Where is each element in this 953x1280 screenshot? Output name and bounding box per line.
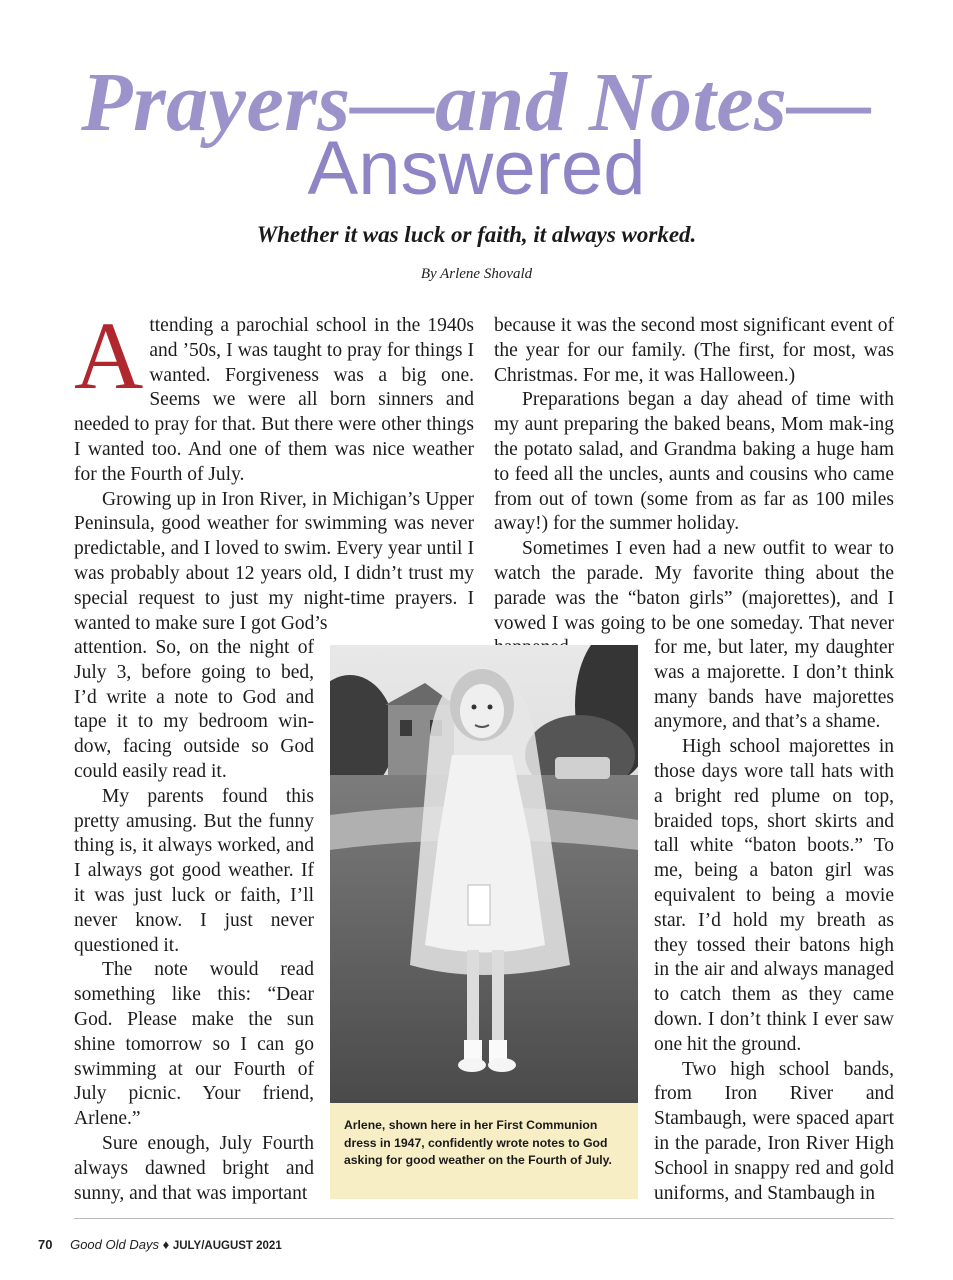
issue-date: JULY/AUGUST 2021 (172, 1240, 282, 1252)
paragraph: High school majorettes in those days wore tall hats with a bright red plume on top, braided tops, short skirts and tall white “baton boots.” To me, being a baton girl was equivalent to being a movie star. I’d hold my breath as they tossed their batons high in the air and always managed to catch them as they came down. I don’t think I ever saw one hit the ground. (654, 736, 894, 1055)
article-title: Prayers—and Notes— (81, 56, 872, 149)
column-1-top (74, 302, 474, 636)
paragraph: The note would read something like this: “Dear God. Please make the sun shine tomorrow so I can go swimming at our Fourth of July picnic. Your friend, Arlene.” (74, 959, 314, 1130)
paragraph: because it was the second most significant event of the year for our family. (The first, for most, was Christmas. For me, it was Halloween.) (494, 315, 894, 386)
paragraph: for me, but later, my daughter was a majorette. I don’t think many bands have majorettes anymore, and that’s a shame. (654, 637, 894, 733)
first-communion-photo (330, 645, 638, 1103)
footer-divider (74, 1218, 894, 1219)
magazine-name: Good Old Days (70, 1237, 159, 1252)
article-deck: Whether it was luck or faith, it always worked. (256, 222, 697, 247)
paragraph: ttending a parochial school in the 1940s and ’50s, I was taught to pray for things I wanted. Forgiveness was a big one. Seems we were all born sinners and needed to pray for that. But there were other things I wanted too. And one of them was nice weather for the Fourth of July. (74, 315, 474, 485)
drop-cap: A (74, 302, 144, 409)
paragraph: Sure enough, July Fourth always dawned bright and sunny, and that was important (74, 1132, 314, 1204)
paragraph: attention. So, on the night of July 3, before going to bed, I’d write a note to God and tape it to my bedroom win-dow, facing outside so God could easily read it. (74, 637, 314, 782)
paragraph: My parents found this pretty amusing. But the funny thing is, it always worked, and I always got good weather. If it was just luck or faith, I’ll never know. I just never questioned it. (74, 785, 314, 956)
column-2-top (494, 314, 894, 661)
photo-illustration (330, 645, 638, 1103)
photo-caption: Arlene, shown here in her First Communion dress in 1947, confidently wrote notes to God asking for good weather on the Fourth of July. (330, 1103, 638, 1199)
article-title-answered: Answered (307, 126, 646, 211)
column-2-bottom (654, 636, 894, 1206)
page-footer (38, 1237, 282, 1252)
paragraph: Two high school bands, from Iron River and Stambaugh, were spaced apart in the parade, Iron River High School in snappy red and gold uniforms, and Stambaugh in (654, 1058, 894, 1204)
paragraph: Preparations began a day ahead of time with my aunt preparing the baked beans, Mom mak-ing the potato salad, and Grandma baking a huge ham to feed all the uncles, aunts and cousins who came from out of town (some from as far as 100 miles away!) for the summer holiday. (494, 389, 894, 535)
page-number: 70 (38, 1237, 53, 1252)
separator-icon: ♦ (162, 1237, 170, 1252)
byline: By Arlene Shovald (420, 266, 533, 282)
paragraph: Growing up in Iron River, in Michigan’s Upper Peninsula, good weather for swimming was never predictable, and I loved to swim. Every year until I was probably about 12 years old, I didn’t trust my special request to just my night-time prayers. I wanted to make sure I got God’s (74, 488, 474, 634)
paragraph: Sometimes I even had a new outfit to wear to watch the parade. My favorite thing about the parade was the “baton girls” (majorettes), and I vowed I was going to be one someday. That never (494, 538, 894, 634)
column-1-bottom (74, 636, 314, 1206)
